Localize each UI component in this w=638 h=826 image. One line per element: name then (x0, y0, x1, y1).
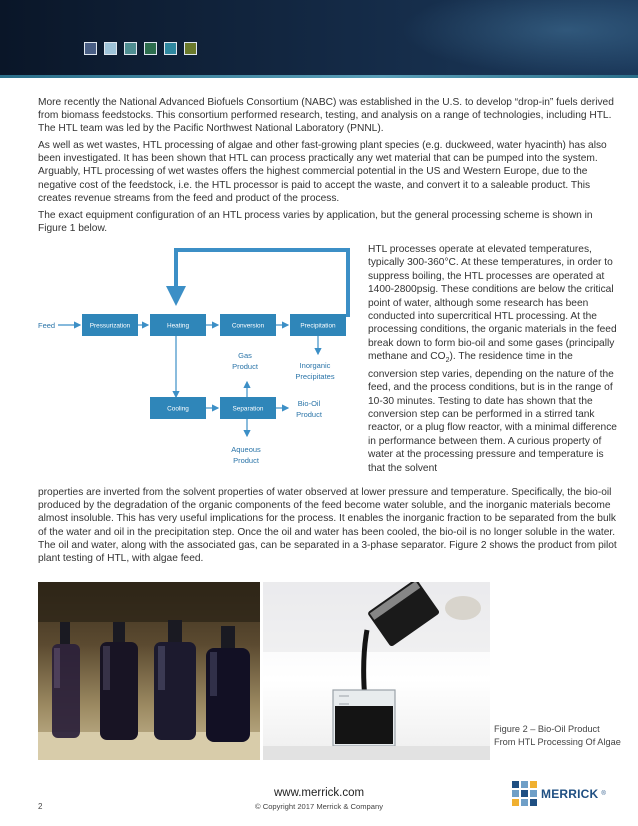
label-inorganic-1: Inorganic (299, 361, 331, 370)
label-gas-product-1: Gas (238, 351, 252, 360)
footer-url[interactable]: www.merrick.com (273, 787, 365, 799)
header-banner-glow (400, 0, 638, 75)
label-separation: Separation (232, 405, 264, 413)
label-heating: Heating (166, 322, 190, 330)
figure-2-caption (494, 723, 624, 749)
side-text-subscript: 2 (445, 357, 450, 365)
merrick-logo (512, 781, 606, 807)
process-flow-diagram (36, 240, 366, 475)
label-inorganic-2: Precipitates (295, 372, 335, 381)
footer-copyright: © Copyright 2017 Merrick & Company (255, 802, 383, 811)
label-aqueous-1: Aqueous (231, 445, 261, 454)
photo-pouring-bio-oil (263, 582, 490, 760)
paragraph-side-htl (368, 243, 618, 475)
swatch-4 (144, 42, 157, 55)
swatch-3 (124, 42, 137, 55)
side-text-a: HTL processes operate at elevated temperatures, typically 300-360°C. At these temperatures, in order to suppress boiling, the HTL processes are operated at 1400-2800psig. These conditions are below the critical point of water, although some research has been conducted into supercritical HTL processing. At the processing conditions, the organic materials in the feed break down to form bio-oil and some gases (principally methane and CO (368, 244, 617, 363)
label-biooil-2: Product (296, 410, 322, 419)
label-feed: Feed (38, 321, 56, 330)
caption-line-1: Figure 2 – Bio-Oil Product (494, 724, 600, 734)
paragraph-wet-wastes: As well as wet wastes, HTL processing of algae and other fast-growing plant species (e.g. duckweed, water hyacinth) has also been investigated. It has been shown that HTL can process practically any wet material that can be pumped into the system. Arguably, HTL processing of wet wastes offers the highest commercial potential in the US and Western Europe, due to the negative cost of the feedstock, i.e. the HTL processor is paid to accept the waste, and convert it to a saleable product. This creates revenue streams from the feed and product of the process. (38, 140, 607, 204)
label-conversion: Conversion (231, 322, 265, 330)
caption-line-2: From HTL Processing Of Algae (494, 737, 621, 747)
label-biooil-1: Bio-Oil (297, 399, 321, 408)
header-swatches (84, 42, 197, 55)
swatch-2 (104, 42, 117, 55)
label-gas-product-2: Product (232, 362, 258, 371)
label-aqueous-2: Product (233, 456, 259, 465)
merrick-logo-grid-icon (512, 781, 538, 807)
side-text-b: ). The residence time in the conversion step varies, depending on the nature of the feed, and the process conditions, but is in the range of 10-30 minutes. Testing to date has shown that the conversion step can be performed in a stirred tank reactor, or a plug flow reactor, with a minimal difference in performance between them. A curious property of water at the processing pressure and temperature is that the solvent (368, 351, 617, 474)
photo-bio-oil-bottles (38, 582, 260, 760)
label-precipitation: Precipitation (300, 322, 336, 330)
merrick-logo-reg: ® (601, 791, 606, 797)
merrick-logo-text: MERRICK (541, 787, 599, 801)
header-banner-edge (0, 75, 638, 78)
paragraph-equipment: The exact equipment configuration of an HTL process varies by application, but the general processing scheme is shown in Figure 1 below. (38, 210, 593, 235)
paragraph-nabc: More recently the National Advanced Biofuels Consortium (NABC) was established in the U.S. to develop “drop-in” fuels derived from biomass feedstocks. This consortium performed research, testing, and analysis on a range of technologies, including HTL. The HTL team was led by the Pacific Northwest National Laboratory (PNNL). (38, 97, 614, 135)
swatch-6 (184, 42, 197, 55)
recycle-arrow (176, 250, 348, 317)
label-pressurization: Pressurization (89, 322, 131, 330)
swatch-5 (164, 42, 177, 55)
page-number: 2 (38, 802, 43, 811)
paragraph-solvent-properties: properties are inverted from the solvent properties of water observed at lower pressure and temperature. Specifically, the bio-oil produced by the degradation of the organic components of the feed become water soluble, and the inorganic materials become almost insoluble. This has very useful implications for the process. It enables the inorganic fraction to be separated from the bulk of the water and oil in the precipitation step. Once the oil and water has been cooled, the bio-oil is no longer soluble in the water. The oil and water, along with the associated gas, can be separated in a 3-phase separator. Figure 2 shows the product from pilot plant testing of HTL, with algae feed. (38, 487, 617, 565)
label-cooling: Cooling (167, 405, 189, 413)
swatch-1 (84, 42, 97, 55)
